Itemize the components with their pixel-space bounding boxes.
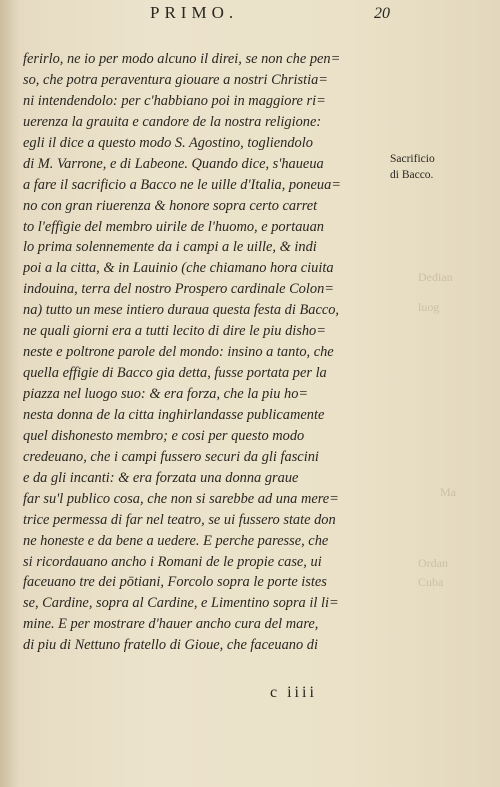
signature-mark: c iiii bbox=[270, 684, 317, 701]
text-line: faceuano tre dei pōtiani, Forcolo sopra le porte istes bbox=[23, 574, 327, 591]
margin-note bbox=[390, 151, 460, 183]
text-line: e da gli incanti: & era forzata una donna graue bbox=[23, 469, 299, 486]
show-through-text: Ma bbox=[440, 485, 456, 499]
text-line: di piu di Nettuno fratello di Gioue, che faceuano di bbox=[23, 637, 318, 654]
text-line: credeuano, che i campi fussero securi da gli fascini bbox=[23, 448, 319, 465]
text-line: ni intendendolo: per c'habbiano poi in maggiore ri= bbox=[23, 92, 326, 109]
text-line: poi a la citta, & in Lauinio (che chiamano hora ciuita bbox=[23, 260, 334, 277]
text-line: quel dishonesto membro; e cosi per questo modo bbox=[23, 427, 305, 444]
margin-note-line: Sacrificio bbox=[390, 153, 435, 165]
text-line: di M. Varrone, e di Labeone. Quando dice, s'haueua bbox=[23, 155, 324, 172]
body-text bbox=[23, 49, 398, 656]
text-line: uerenza la grauita e candore de la nostra religione: bbox=[23, 113, 322, 130]
text-line: piazza nel luogo suo: & era forza, che la piu ho= bbox=[23, 386, 309, 402]
text-line: si ricordauano ancho i Romani de le propie case, ui bbox=[23, 553, 322, 570]
text-line: mine. E per mostrare d'hauer ancho cura del mare, bbox=[23, 616, 319, 633]
text-line: na) tutto un mese intiero duraua questa festa di Bacco, bbox=[23, 302, 340, 319]
show-through-text: Cuba bbox=[418, 575, 444, 589]
text-line: indouina, terra del nostro Prospero cardinale Colon= bbox=[23, 281, 334, 298]
show-through-text: Dedian bbox=[418, 270, 453, 284]
show-through-text: luog bbox=[418, 300, 440, 314]
running-title: PRIMO. bbox=[150, 3, 239, 22]
text-line: ne honeste e da bene a uedere. E perche paresse, che bbox=[23, 532, 329, 549]
text-line: neste e poltrone parole del mondo: insino a tanto, che bbox=[23, 344, 334, 361]
text-line: a fare il sacrificio a Bacco ne le uille d'Italia, poneua= bbox=[23, 176, 341, 193]
text-line: ferirlo, ne io per modo alcuno il direi, se non che pen= bbox=[23, 51, 341, 67]
running-header bbox=[150, 3, 390, 25]
text-line: far su'l publico cosa, che non si sarebbe ad una mere= bbox=[23, 490, 339, 507]
text-line: to l'effigie del membro uirile de l'huomo, e portauan bbox=[23, 218, 324, 235]
margin-note-line: di Bacco. bbox=[390, 169, 434, 181]
text-line: egli il dice a questo modo S. Agostino, togliendolo bbox=[23, 134, 313, 151]
show-through-text: Ordan bbox=[418, 556, 448, 570]
text-line: no con gran riuerenza & honore sopra certo carret bbox=[23, 197, 318, 214]
text-line: quella effigie di Bacco gia detta, fusse portata per la bbox=[23, 365, 327, 382]
folio-number: 20 bbox=[374, 5, 390, 22]
text-line: ne quali giorni era a tutti lecito di dire le piu disho= bbox=[23, 323, 326, 340]
text-line: lo prima solennemente da i campi a le uille, & indi bbox=[23, 239, 317, 256]
text-line: so, che potra peraventura giouare a nostri Christia= bbox=[23, 71, 328, 88]
text-line: se, Cardine, sopra al Cardine, e Limentino sopra il li= bbox=[23, 595, 339, 612]
text-line: trice permessa di far nel teatro, se ui fussero state don bbox=[23, 511, 336, 528]
text-line: nesta donna de la citta inghirlandasse publicamente bbox=[23, 406, 325, 423]
